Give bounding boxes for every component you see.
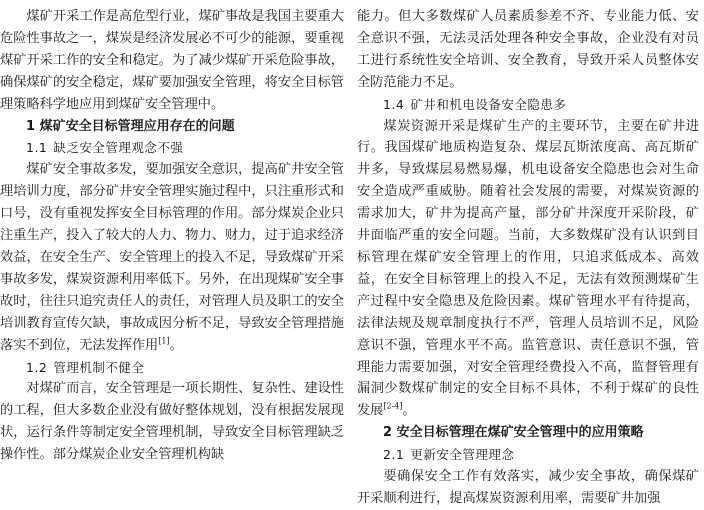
subsection-1-1-paragraph xyxy=(0,159,344,356)
paragraph-text: 煤矿安全事故多发，要加强安全意识，提高矿井安全管理培训力度，部分矿井安全管理实施过程中，只注重形式和口号，没有重视发挥安全目标管理的作用。部分煤炭企业只注重生产，投入了较大的人力、物力、财力，过于追求经济效益，在安全生产、安全管理上的投入不足，导致煤矿开采事故多发，煤炭资源利用率低下。另外，在出现煤矿安全事故时，往往只追究责任人的责任，对管理人员及职工的安全培训教育宣传欠缺，事故成因分析不足，导致安全管理措施落实不到位，无法发挥作用 xyxy=(0,162,344,353)
subsection-1-4-heading xyxy=(357,94,699,116)
citation: [1] xyxy=(158,336,170,346)
section-2-heading: 2 安全目标管理在煤矿安全管理中的应用策略 xyxy=(383,425,644,441)
right-column xyxy=(357,6,699,510)
subsection-number: 1.4 xyxy=(383,96,405,112)
subsection-1-1-heading xyxy=(0,137,344,159)
subsection-2-1-heading xyxy=(357,444,699,466)
subsection-number: 1.2 xyxy=(26,359,48,375)
subsection-1-4-paragraph xyxy=(357,116,699,423)
subsection-title: 矿井和机电设备安全隐患多 xyxy=(410,96,567,112)
subsection-number: 2.1 xyxy=(383,447,405,463)
subsection-1-2-heading xyxy=(0,357,344,379)
left-column xyxy=(0,6,344,466)
subsection-title: 缺乏安全管理观念不强 xyxy=(53,140,184,156)
subsection-number: 1.1 xyxy=(26,140,48,156)
paragraph-end: 。 xyxy=(402,403,416,419)
citation: [2-4] xyxy=(383,401,403,411)
paragraph-end: 。 xyxy=(169,337,183,353)
section-1-heading: 1 煤矿安全目标管理应用存在的问题 xyxy=(26,118,235,134)
subsection-1-2-paragraph: 对煤矿而言，安全管理是一项长期性、复杂性、建设性的工程，但大多数企业没有做好整体规划，没有根据发展现状，运行条件等制定安全管理机制，导致安全目标管理缺乏操作性。部分煤炭企业安全管理机构缺 xyxy=(0,381,344,463)
paragraph-text: 煤炭资源开采是煤矿生产的主要环节，主要在矿井进行。我国煤矿地质构造复杂、煤层瓦斯浓度高、高瓦斯矿井多，导致煤层易燃易爆，机电设备安全隐患也会对生命安全造成严重威胁。随着社会发展的需要，对煤炭资源的需求加大，矿井为提高产量，部分矿井深度开采阶段，矿井面临严重的安全问题。当前，大多数煤矿没有认识到目标管理在煤矿安全管理上的作用，只追求低成本、高效益，在安全目标管理上的投入不足，无法有效预测煤矿生产过程中安全隐患及危险因素。煤矿管理水平有待提高，法律法规及规章制度执行不严，管理人员培训不足，风险意识不强，管理水平不高。监管意识、责任意识不强，管理能力需要加强，对安全管理经费投入不高，监督管理有漏洞少数煤矿制定的安全目标不具体，不利于煤矿的良性发展 xyxy=(357,118,699,419)
intro-paragraph: 煤矿开采工作是高危型行业，煤矿事故是我国主要重大危险性事故之一，煤炭是经济发展必不可少的能源，要重视煤矿开采工作的安全和稳定。为了减少煤矿开采危险事故，确保煤矿的安全稳定，煤矿要加强安全管理，将安全目标管理策略科学地应用到煤矿安全管理中。 xyxy=(0,9,344,112)
continued-paragraph: 能力。但大多数煤矿人员素质参差不齐、专业能力低、安全意识不强，无法灵活处理各种安全事故，企业没有对员工进行系统性安全培训、安全教育，导致开采人员整体安全防范能力不足。 xyxy=(357,9,699,90)
subsection-title: 管理机制不健全 xyxy=(53,359,145,375)
subsection-title: 更新安全管理理念 xyxy=(410,447,515,463)
subsection-2-1-paragraph: 要确保安全工作有效落实，减少安全事故，确保煤矿开采顺利进行，提高煤炭资源利用率，需要矿井加强 xyxy=(357,469,699,506)
